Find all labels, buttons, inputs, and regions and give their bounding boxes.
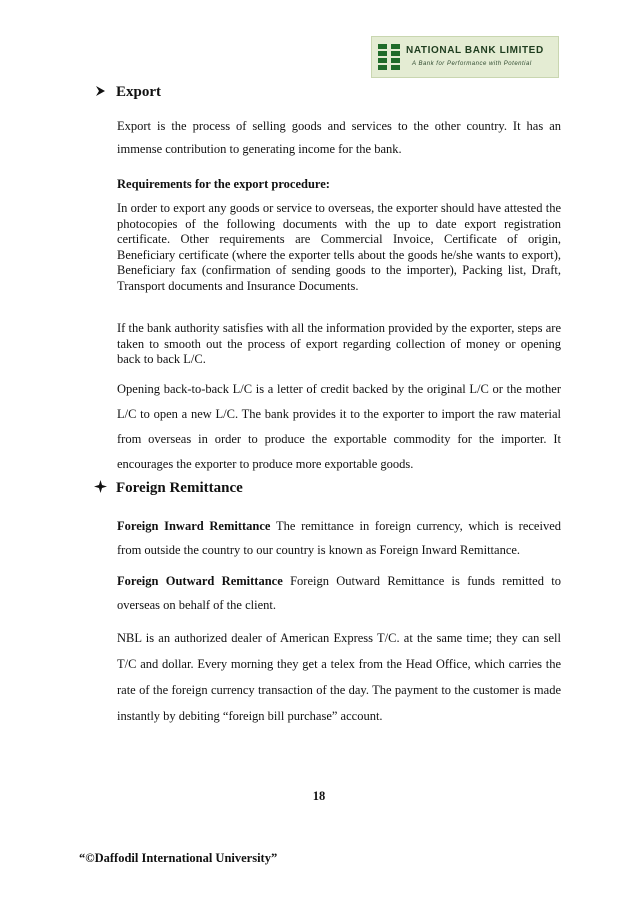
export-requirements-text: In order to export any goods or service to overseas, the exporter should have attested the photocopies of the following documents with the up to date export registration certificate. Other requirements are Commercial Invoice, Certificate of origin, Beneficiary certificate (where the exporter tells about the goods he/she wants to export), Beneficiary fax (confirmation of sending goods to the importer), Packing list, Draft, Transport documents and Insurance Documents. <box>117 201 561 293</box>
export-intro: Export is the process of selling goods and services to the other country. It has an immense contribution to generating income for the bank. <box>117 119 561 156</box>
inward-remittance-label: Foreign Inward Remittance <box>117 519 271 533</box>
inward-remittance-text: The remittance in foreign currency, which is received from outside the country to our country is known as Foreign Inward Remittance. <box>117 519 561 557</box>
inward-remittance-paragraph <box>117 514 561 562</box>
export-heading <box>94 84 161 101</box>
nbl-american-express-text: NBL is an authorized dealer of American Express T/C. at the same time; they can sell T/C and dollar. Every morning they get a telex from the Head Office, which carries the rate of the foreign currency transaction of the day. The payment to the customer is made instantly by debiting “foreign bill purchase” account. <box>117 631 561 723</box>
foreign-remittance-title: Foreign Remittance <box>116 480 243 496</box>
arrow-bullet-icon <box>94 85 108 101</box>
outward-remittance-label: Foreign Outward Remittance <box>117 574 283 588</box>
diamond-bullet-icon <box>94 480 108 497</box>
outward-remittance-text: Foreign Outward Remittance is funds remitted to overseas on behalf of the client. <box>117 574 561 612</box>
export-back-to-back-text: Opening back-to-back L/C is a letter of credit backed by the original L/C or the mother L/C to open a new L/C. The bank provides it to the exporter to import the raw material from overseas in order to produce the exportable commodity for the importer. It encourages the exporter to produce more exportable goods. <box>117 382 561 471</box>
bank-logo <box>371 36 559 78</box>
export-title: Export <box>116 84 161 100</box>
bank-logo-icon <box>376 41 402 73</box>
page-number: 18 <box>312 789 326 803</box>
logo-bank-name: NATIONAL BANK LIMITED <box>406 45 544 56</box>
foreign-remittance-heading <box>94 480 243 497</box>
outward-remittance-paragraph <box>117 569 561 617</box>
footer-university: “©Daffodil International University” <box>79 851 278 865</box>
export-requirements-heading: Requirements for the export procedure: <box>117 177 330 191</box>
logo-tagline: A Bank for Performance with Potential <box>412 61 532 67</box>
export-authority-text: If the bank authority satisfies with all the information provided by the exporter, steps are taken to smooth out the process of export regarding collection of money or opening back to back L/C. <box>117 321 561 366</box>
